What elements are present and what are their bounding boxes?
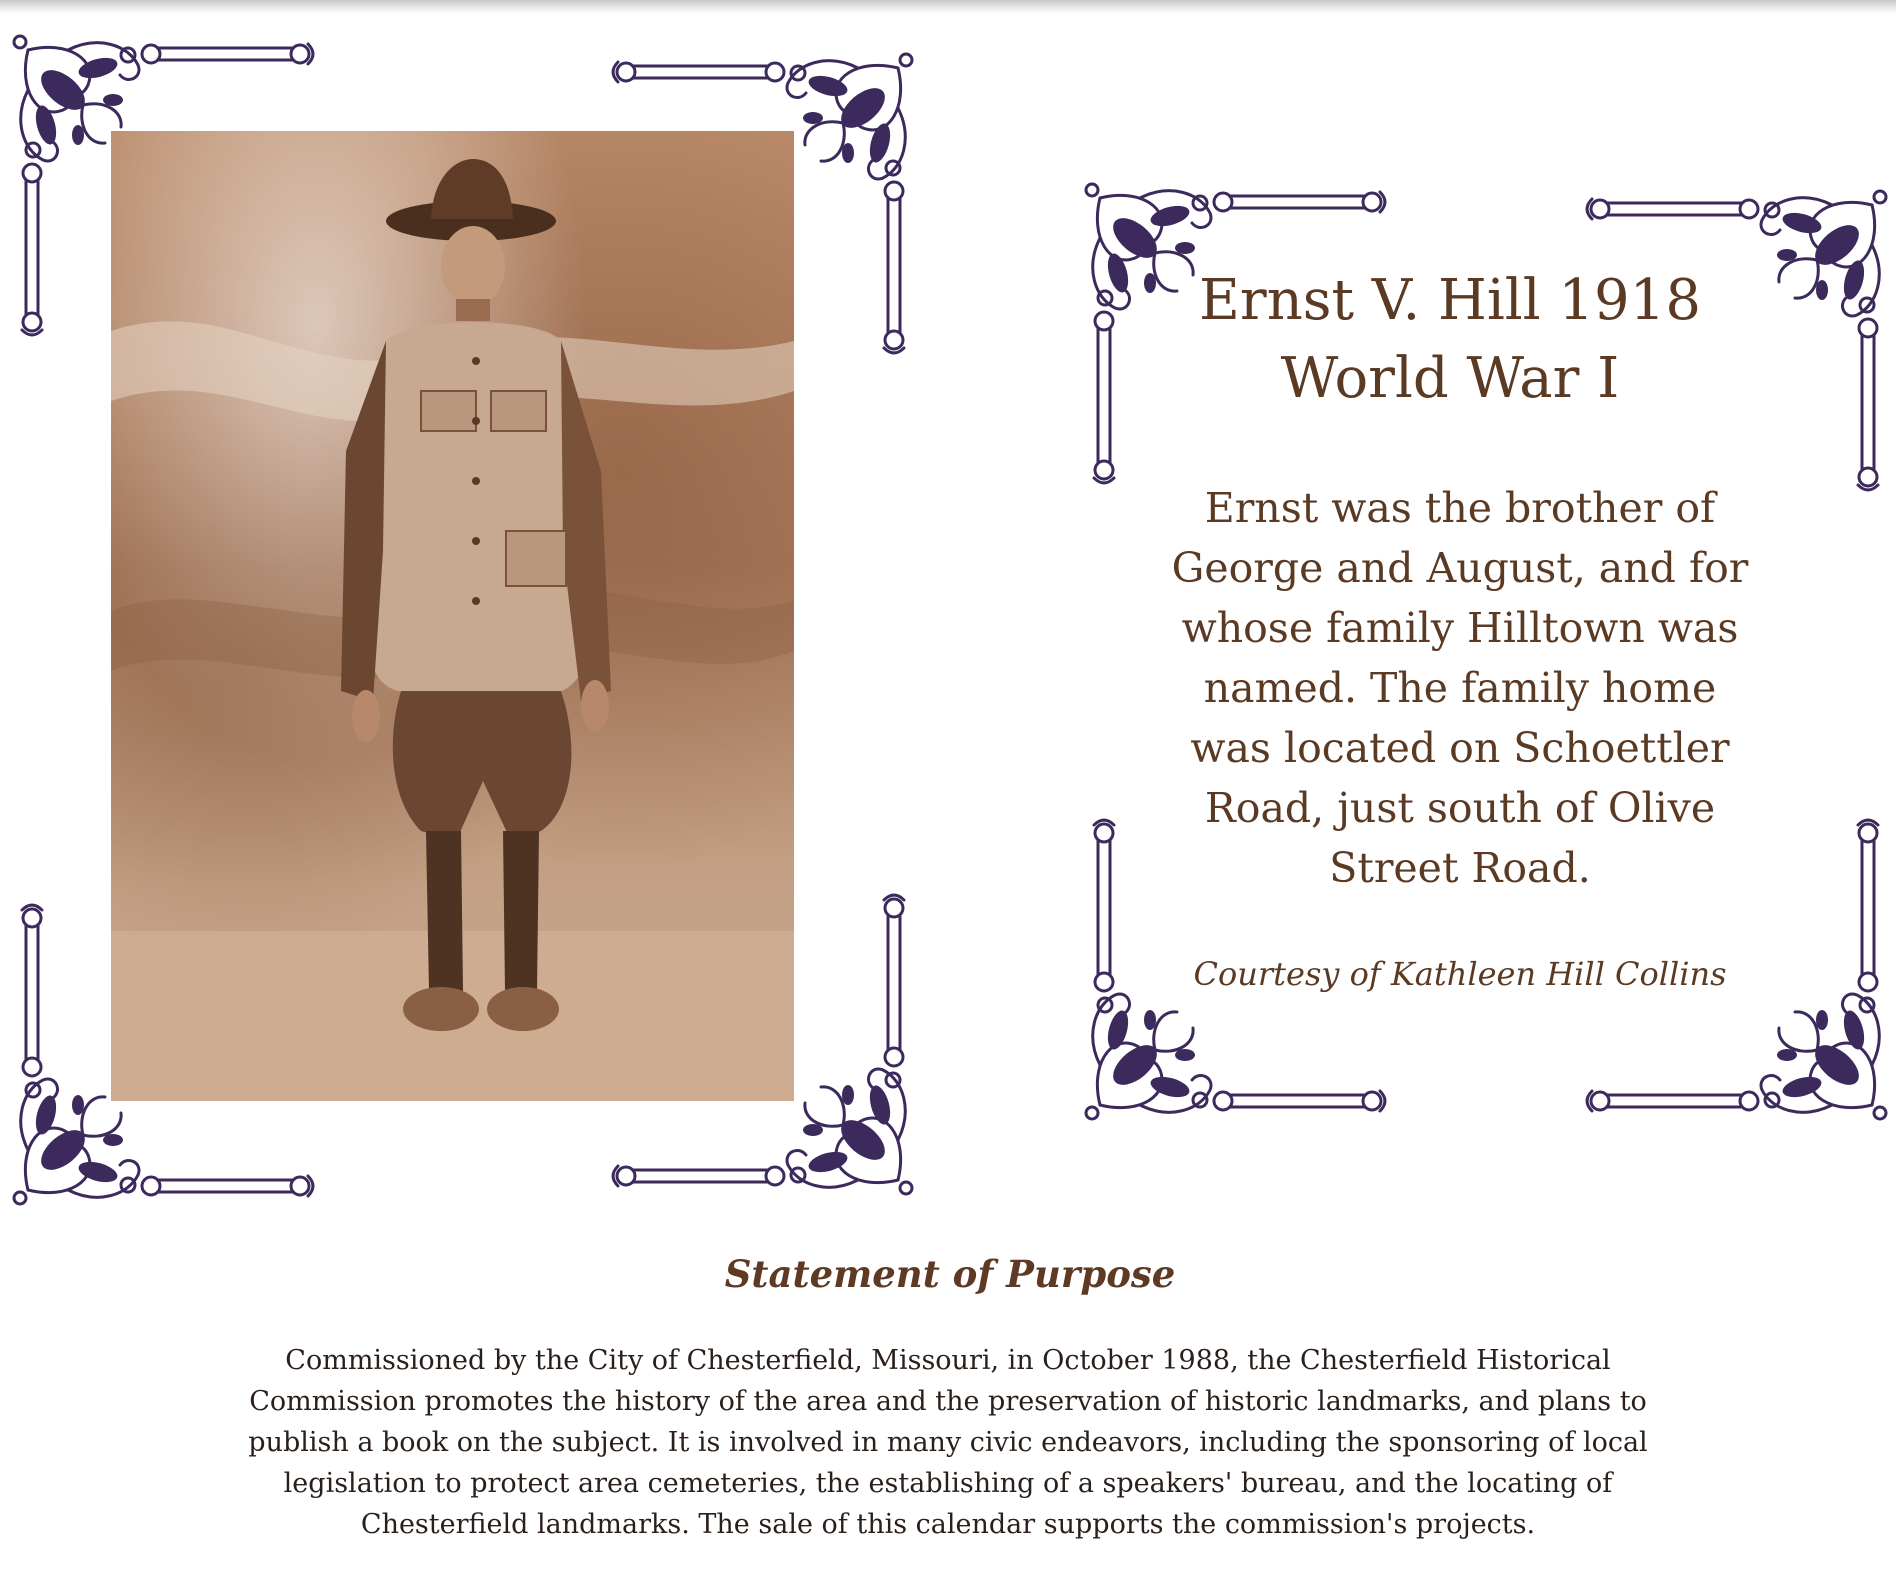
statement-of-purpose-body: Commissioned by the City of Chesterfield, Missouri, in October 1988, the Chesterfield Historical Commission promotes the history of the area and the preservation of historic landmarks, and plans to publish a book on the subject. It is involved in many civic endeavors, including the sponsoring of local legislation to protect area cemeteries, the establishing of a speakers' bureau, and the locating of Chesterfield landmarks. The sale of this calendar supports the commission's projects. (248, 1345, 1648, 1540)
memorial-title-line-1: Ernst V. Hill 1918 (1199, 268, 1701, 333)
memorial-title-line-2: World War I (1280, 346, 1620, 411)
memorial-title (1150, 262, 1750, 418)
soldier-photograph (111, 131, 794, 1101)
photo-courtesy-credit: Courtesy of Kathleen Hill Collins (1193, 955, 1727, 993)
memorial-story: Ernst was the brother of George and August, and for whose family Hilltown was named. The family home was located on Schoettler Road, just south of Olive Street Road. (1171, 484, 1749, 892)
page-top-edge (0, 0, 1896, 14)
statement-of-purpose-heading: Statement of Purpose (724, 1252, 1176, 1296)
